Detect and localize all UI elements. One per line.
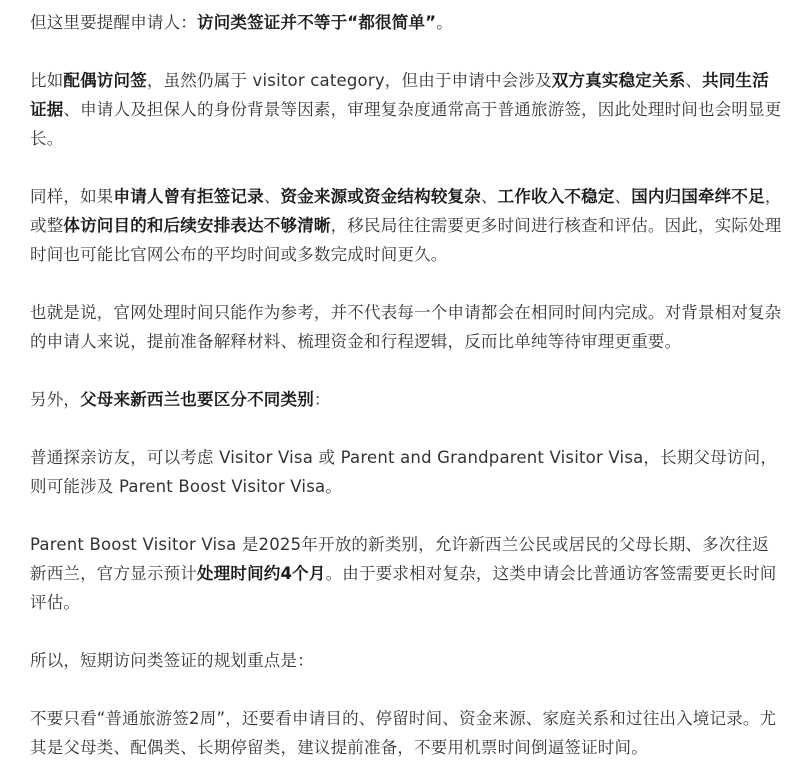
bold-text-run: 处理时间约4个月 bbox=[197, 564, 326, 583]
paragraph-complex-cases bbox=[30, 182, 785, 269]
text-run: Parent Boost Visitor Visa 是2025年开放的新类别，允许新西兰公民或居民的父母长期、多次往返新西兰，官方显示预计 bbox=[30, 535, 769, 583]
text-run: 不要只看“普通旅游签2周”，还要看申请目的、停留时间、资金来源、家庭关系和过往出入境记录。尤其是父母类、配偶类、长期停留类，建议提前准备，不要用机票时间倒逼签证时间。 bbox=[30, 709, 777, 757]
bold-text-run: 体访问目的和后续安排表达不够清晰 bbox=[63, 216, 331, 235]
bold-text-run: 国内归国牵绊不足 bbox=[631, 187, 765, 206]
text-run: ，虽然仍属于 visitor category，但由于申请中会涉及 bbox=[146, 71, 552, 90]
bold-text-run: 申请人曾有拒签记录 bbox=[113, 187, 264, 206]
text-run: 。由于要求相对复杂，这类申请会比普通访客签需要更长时间评估。 bbox=[30, 564, 777, 612]
paragraph-visitor-options bbox=[30, 443, 785, 501]
bold-text-run: 父母来新西兰也要区分不同类别 bbox=[80, 390, 314, 409]
text-run: 、 bbox=[614, 187, 632, 206]
bold-text-run: 双方真实稳定关系 bbox=[551, 71, 686, 90]
text-run: 、 bbox=[480, 187, 498, 206]
text-run: 另外， bbox=[30, 390, 81, 409]
text-run: 普通探亲访友，可以考虑 Visitor Visa 或 Parent and Grandparent Visitor Visa，长期父母访问，则可能涉及 Parent Boost Visitor Visa。 bbox=[30, 448, 778, 496]
text-run: 比如 bbox=[30, 71, 64, 90]
text-run: 同样，如果 bbox=[30, 187, 114, 206]
paragraph-reminder bbox=[30, 8, 785, 37]
bold-text-run: 共同生活证据 bbox=[30, 71, 769, 119]
bold-text-run: 资金来源或资金结构较复杂 bbox=[280, 187, 481, 206]
paragraph-spouse-visa bbox=[30, 66, 785, 153]
text-run: 、 bbox=[263, 187, 281, 206]
paragraph-parents-intro bbox=[30, 385, 785, 414]
text-run: ，或整 bbox=[30, 187, 782, 235]
bold-text-run: 配偶访问签 bbox=[63, 71, 147, 90]
bold-text-run: 工作收入不稳定 bbox=[497, 187, 615, 206]
paragraph-processing-reference bbox=[30, 298, 785, 356]
text-run: 所以，短期访问类签证的规划重点是： bbox=[30, 651, 314, 670]
text-run: ： bbox=[313, 390, 331, 409]
text-run: 、申请人及担保人的身份背景等因素，审理复杂度通常高于普通旅游签，因此处理时间也会明显更长。 bbox=[30, 100, 782, 148]
text-run: 。 bbox=[436, 13, 453, 32]
text-run: 但这里要提醒申请人： bbox=[30, 13, 197, 32]
text-run: 也就是说，官网处理时间只能作为参考，并不代表每一个申请都会在相同时间内完成。对背景相对复杂的申请人来说，提前准备解释材料、梳理资金和行程逻辑，反而比单纯等待审理更重要。 bbox=[30, 303, 782, 351]
text-run: 、 bbox=[685, 71, 703, 90]
paragraph-planning-lead bbox=[30, 646, 785, 675]
text-run: ，移民局往往需要更多时间进行核查和评估。因此，实际处理时间也可能比官网公布的平均时间或多数完成时间更久。 bbox=[30, 216, 782, 264]
bold-text-run: 访问类签证并不等于“都很简单” bbox=[197, 13, 437, 32]
paragraph-planning-advice bbox=[30, 704, 785, 762]
paragraph-parent-boost bbox=[30, 530, 785, 617]
